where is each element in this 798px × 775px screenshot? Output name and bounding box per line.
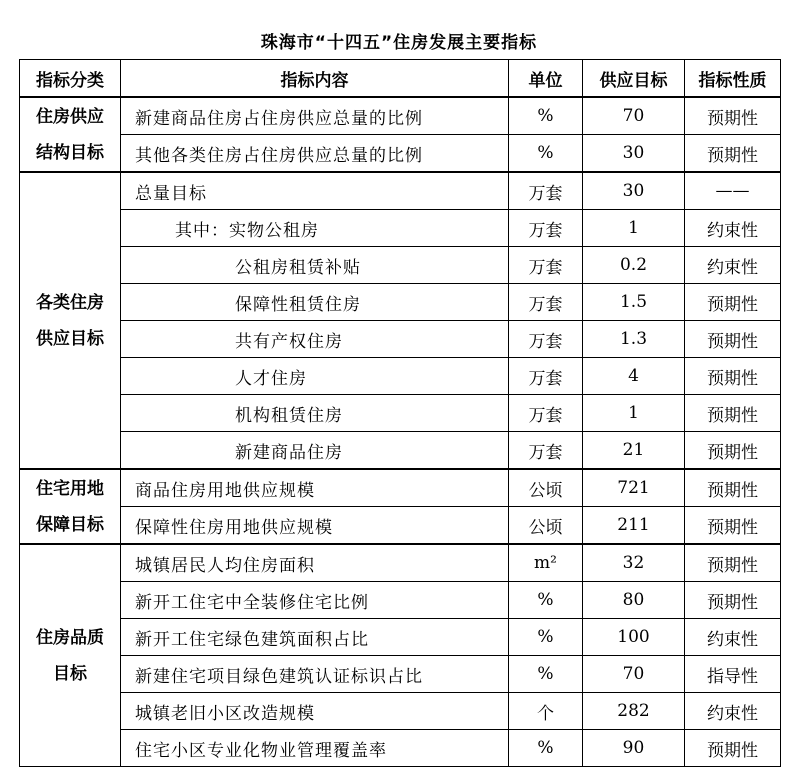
- category-label-line: 供应目标: [36, 328, 104, 349]
- table-row: [20, 693, 781, 730]
- indicator-nature: 指导性: [685, 656, 781, 693]
- category-label-line: 保障目标: [36, 514, 104, 535]
- indicator-content: 机构租赁住房: [121, 395, 509, 432]
- table-row: [20, 730, 781, 767]
- indicator-content: 保障性住房用地供应规模: [121, 507, 509, 545]
- indicator-content: 总量目标: [121, 172, 509, 210]
- table-row: [20, 210, 781, 247]
- indicator-unit: 公顷: [509, 507, 583, 545]
- indicator-unit: 万套: [509, 284, 583, 321]
- header-category: 指标分类: [20, 60, 121, 98]
- category-cell: [20, 544, 121, 767]
- table-row: [20, 247, 781, 284]
- indicator-target: 21: [583, 432, 685, 470]
- category-cell: [20, 172, 121, 469]
- indicator-content: 新建商品住房占住房供应总量的比例: [121, 97, 509, 135]
- indicator-unit: 万套: [509, 432, 583, 470]
- header-content: 指标内容: [121, 60, 509, 98]
- table-row: [20, 582, 781, 619]
- indicator-content: 公租房租赁补贴: [121, 247, 509, 284]
- indicator-nature: ——: [685, 172, 781, 210]
- indicator-target: 80: [583, 582, 685, 619]
- indicator-target: 100: [583, 619, 685, 656]
- indicator-nature: 约束性: [685, 693, 781, 730]
- indicator-unit: 个: [509, 693, 583, 730]
- indicator-target: 1.5: [583, 284, 685, 321]
- indicator-nature: 预期性: [685, 358, 781, 395]
- indicator-nature: 预期性: [685, 395, 781, 432]
- indicator-nature: 约束性: [685, 247, 781, 284]
- indicator-unit: %: [509, 656, 583, 693]
- indicator-target: 70: [583, 656, 685, 693]
- indicator-unit: 万套: [509, 172, 583, 210]
- indicator-nature: 预期性: [685, 582, 781, 619]
- indicator-target: 90: [583, 730, 685, 767]
- indicator-content: 城镇老旧小区改造规模: [121, 693, 509, 730]
- indicator-target: 1: [583, 395, 685, 432]
- indicator-content: 人才住房: [121, 358, 509, 395]
- indicator-content: 保障性租赁住房: [121, 284, 509, 321]
- table-row: [20, 321, 781, 358]
- indicator-unit: 万套: [509, 395, 583, 432]
- indicator-unit: 万套: [509, 210, 583, 247]
- indicator-unit: m²: [509, 544, 583, 582]
- indicator-nature: 预期性: [685, 469, 781, 507]
- table-row: [20, 135, 781, 173]
- indicator-target: 32: [583, 544, 685, 582]
- indicator-unit: 公顷: [509, 469, 583, 507]
- indicator-nature: 预期性: [685, 730, 781, 767]
- table-row: [20, 544, 781, 582]
- category-label-line: 各类住房: [36, 292, 104, 313]
- table-row: [20, 656, 781, 693]
- indicator-content: 新开工住宅绿色建筑面积占比: [121, 619, 509, 656]
- indicator-unit: %: [509, 582, 583, 619]
- indicator-target: 30: [583, 135, 685, 173]
- indicator-target: 4: [583, 358, 685, 395]
- indicator-content: 共有产权住房: [121, 321, 509, 358]
- indicators-table: [19, 59, 781, 767]
- indicator-target: 30: [583, 172, 685, 210]
- category-label-line: 住宅用地: [36, 478, 104, 499]
- table-row: [20, 284, 781, 321]
- table-row: [20, 97, 781, 135]
- indicator-content: 住宅小区专业化物业管理覆盖率: [121, 730, 509, 767]
- indicator-target: 1.3: [583, 321, 685, 358]
- indicator-nature: 约束性: [685, 619, 781, 656]
- indicator-target: 282: [583, 693, 685, 730]
- indicator-content: 新建住宅项目绿色建筑认证标识占比: [121, 656, 509, 693]
- indicator-nature: 预期性: [685, 507, 781, 545]
- indicator-target: 211: [583, 507, 685, 545]
- indicator-unit: %: [509, 619, 583, 656]
- indicator-content: 城镇居民人均住房面积: [121, 544, 509, 582]
- indicator-nature: 预期性: [685, 321, 781, 358]
- indicator-content: 新建商品住房: [121, 432, 509, 470]
- table-row: [20, 432, 781, 470]
- category-label-line: 住房供应: [36, 106, 104, 127]
- indicator-unit: %: [509, 97, 583, 135]
- indicator-content: 商品住房用地供应规模: [121, 469, 509, 507]
- category-label-line: 目标: [53, 663, 87, 684]
- indicator-content: 其他各类住房占住房供应总量的比例: [121, 135, 509, 173]
- indicator-nature: 预期性: [685, 135, 781, 173]
- indicator-unit: 万套: [509, 358, 583, 395]
- category-label-line: 结构目标: [36, 142, 104, 163]
- indicator-content: 其中：实物公租房: [121, 210, 509, 247]
- category-label-line: 住房品质: [36, 627, 104, 648]
- table-row: [20, 619, 781, 656]
- table-row: [20, 395, 781, 432]
- indicator-unit: %: [509, 135, 583, 173]
- table-row: [20, 172, 781, 210]
- category-cell: [20, 97, 121, 172]
- category-cell: [20, 469, 121, 544]
- indicator-target: 70: [583, 97, 685, 135]
- indicator-nature: 预期性: [685, 97, 781, 135]
- table-row: [20, 507, 781, 545]
- header-row: [20, 60, 781, 98]
- indicator-nature: 预期性: [685, 544, 781, 582]
- indicator-target: 0.2: [583, 247, 685, 284]
- header-nature: 指标性质: [685, 60, 781, 98]
- indicator-unit: %: [509, 730, 583, 767]
- indicator-target: 1: [583, 210, 685, 247]
- indicator-unit: 万套: [509, 321, 583, 358]
- header-target: 供应目标: [583, 60, 685, 98]
- indicator-nature: 预期性: [685, 284, 781, 321]
- indicator-nature: 预期性: [685, 432, 781, 470]
- table-title: 珠海市“十四五”住房发展主要指标: [260, 33, 538, 53]
- indicator-target: 721: [583, 469, 685, 507]
- indicator-unit: 万套: [509, 247, 583, 284]
- table-row: [20, 469, 781, 507]
- header-unit: 单位: [509, 60, 583, 98]
- indicator-content: 新开工住宅中全装修住宅比例: [121, 582, 509, 619]
- table-row: [20, 358, 781, 395]
- indicator-nature: 约束性: [685, 210, 781, 247]
